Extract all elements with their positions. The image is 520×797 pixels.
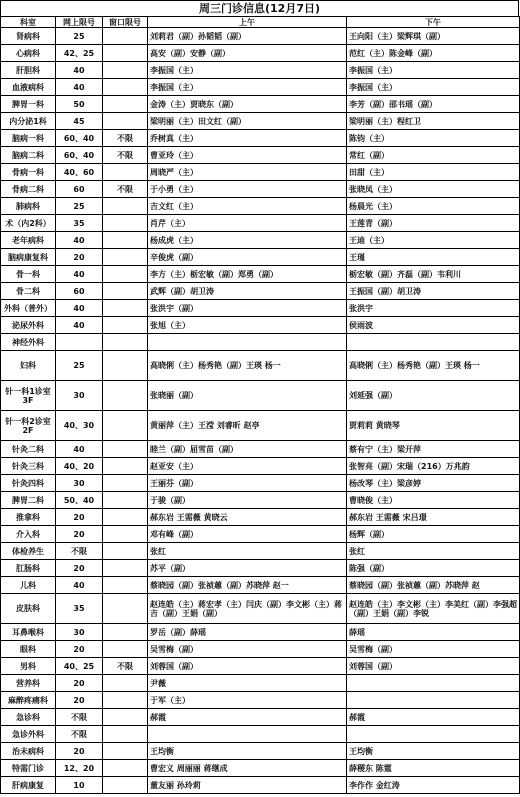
online-limit-cell: 20 (56, 249, 103, 266)
dept-cell: 儿科 (1, 577, 56, 594)
morning-doctors-cell: 张洪宇（副） (148, 300, 347, 317)
dept-cell: 体检养生 (1, 543, 56, 560)
online-limit-cell: 30 (56, 475, 103, 492)
dept-cell: 治未病科 (1, 743, 56, 760)
afternoon-doctors-cell: 杨辉（副） (347, 526, 520, 543)
afternoon-doctors-cell: 田甜（主） (347, 164, 520, 181)
table-row (1, 317, 520, 334)
table-row (1, 675, 520, 692)
afternoon-doctors-cell: 侯雨波 (347, 317, 520, 334)
dept-cell: 特需门诊 (1, 760, 56, 777)
morning-doctors-cell: 武辉（副）胡卫涛 (148, 283, 347, 300)
online-limit-cell: 35 (56, 215, 103, 232)
afternoon-doctors-cell: 张红 (347, 543, 520, 560)
online-limit-cell: 12、20 (56, 760, 103, 777)
afternoon-doctors-cell: 王莲青（副） (347, 215, 520, 232)
afternoon-doctors-cell: 栃宏敏（副）齐磊（副）韦利川 (347, 266, 520, 283)
afternoon-doctors-cell (347, 675, 520, 692)
header-dept: 科室 (1, 17, 56, 28)
online-limit-cell: 40、20 (56, 458, 103, 475)
online-limit-cell: 20 (56, 675, 103, 692)
online-limit-cell: 20 (56, 692, 103, 709)
table-header-row (1, 17, 520, 28)
afternoon-doctors-cell: 李芳（副）邵书瑶（副） (347, 96, 520, 113)
dept-cell: 骨一科 (1, 266, 56, 283)
window-limit-cell (103, 777, 148, 794)
dept-cell: 老年病科 (1, 232, 56, 249)
morning-doctors-cell: 董友丽 孙玲莉 (148, 777, 347, 794)
dept-cell: 针灸四科 (1, 475, 56, 492)
online-limit-cell: 60、40 (56, 130, 103, 147)
morning-doctors-cell: 肖芹（主） (148, 215, 347, 232)
morning-doctors-cell: 周晓严（主） (148, 164, 347, 181)
window-limit-cell (103, 28, 148, 45)
window-limit-cell (103, 96, 148, 113)
dept-cell: 急诊科 (1, 709, 56, 726)
table-row (1, 113, 520, 130)
afternoon-doctors-cell: 蔡有宁（主）梁开萍 (347, 441, 520, 458)
window-limit-cell (103, 164, 148, 181)
table-row (1, 726, 520, 743)
dept-cell: 麻醉疼痛科 (1, 692, 56, 709)
online-limit-cell: 20 (56, 743, 103, 760)
online-limit-cell: 50、40 (56, 492, 103, 509)
online-limit-cell: 60 (56, 181, 103, 198)
dept-cell: 骨二科 (1, 283, 56, 300)
table-row (1, 526, 520, 543)
window-limit-cell (103, 45, 148, 62)
dept-cell: 骨病二科 (1, 181, 56, 198)
window-limit-cell (103, 232, 148, 249)
table-row (1, 560, 520, 577)
afternoon-doctors-cell: 赵连皓（主）李文彬（主）李美红（副）李强超（副）王娟（副）李锐 (347, 594, 520, 624)
afternoon-doctors-cell (347, 726, 520, 743)
morning-doctors-cell: 李方（主）栃宏敏（副）郑勇（副） (148, 266, 347, 283)
morning-doctors-cell: 刘蓉国（副） (148, 658, 347, 675)
morning-doctors-cell: 苏平（副） (148, 560, 347, 577)
window-limit-cell (103, 726, 148, 743)
afternoon-doctors-cell: 高晓俐（主）杨秀艳（副）王瑛 杨一 (347, 351, 520, 381)
online-limit-cell: 60 (56, 283, 103, 300)
window-limit-cell (103, 441, 148, 458)
table-row (1, 130, 520, 147)
afternoon-doctors-cell: 王均衡 (347, 743, 520, 760)
table-row (1, 283, 520, 300)
table-row (1, 96, 520, 113)
dept-cell: 肾病科 (1, 28, 56, 45)
window-limit-cell (103, 560, 148, 577)
online-limit-cell: 40 (56, 62, 103, 79)
online-limit-cell: 20 (56, 509, 103, 526)
dept-cell: 肺病科 (1, 198, 56, 215)
morning-doctors-cell: 赵亚安（主） (148, 458, 347, 475)
morning-doctors-cell: 于骏（副） (148, 492, 347, 509)
afternoon-doctors-cell: 王迪（主） (347, 232, 520, 249)
afternoon-doctors-cell: 王振国（副）胡卫涛 (347, 283, 520, 300)
morning-doctors-cell: 郝霞 (148, 709, 347, 726)
dept-cell: 妇科 (1, 351, 56, 381)
header-morning: 上午 (148, 17, 347, 28)
dept-cell: 男科 (1, 658, 56, 675)
morning-doctors-cell: 蔡晓园（副）张祯蕙（副）苏晓萍 赵一 (148, 577, 347, 594)
afternoon-doctors-cell: 张洪宇 (347, 300, 520, 317)
window-limit-cell (103, 381, 148, 411)
morning-doctors-cell: 吴雪梅（副） (148, 641, 347, 658)
dept-cell: 针一科2诊室2F (1, 411, 56, 441)
table-row (1, 249, 520, 266)
afternoon-doctors-cell: 梁明丽（主）程红卫 (347, 113, 520, 130)
morning-doctors-cell: 杨成虎（主） (148, 232, 347, 249)
window-limit-cell (103, 351, 148, 381)
dept-cell: 术（内2科） (1, 215, 56, 232)
window-limit-cell (103, 692, 148, 709)
page-title: 周三门诊信息(12月7日) (0, 0, 519, 16)
online-limit-cell: 50 (56, 96, 103, 113)
morning-doctors-cell: 高晓俐（主）杨秀艳（副）王瑛 杨一 (148, 351, 347, 381)
morning-doctors-cell: 李振国（主） (148, 79, 347, 96)
dept-cell: 针灸三科 (1, 458, 56, 475)
online-limit-cell: 25 (56, 351, 103, 381)
online-limit-cell: 45 (56, 113, 103, 130)
window-limit-cell (103, 317, 148, 334)
window-limit-cell (103, 709, 148, 726)
window-limit-cell (103, 113, 148, 130)
window-limit-cell (103, 594, 148, 624)
table-row (1, 509, 520, 526)
window-limit-cell (103, 79, 148, 96)
table-row (1, 594, 520, 624)
online-limit-cell: 25 (56, 198, 103, 215)
online-limit-cell: 20 (56, 560, 103, 577)
afternoon-doctors-cell: 常红（副） (347, 147, 520, 164)
window-limit-cell (103, 492, 148, 509)
dept-cell: 眼科 (1, 641, 56, 658)
online-limit-cell: 20 (56, 641, 103, 658)
online-limit-cell (56, 334, 103, 351)
table-row (1, 641, 520, 658)
window-limit-cell (103, 509, 148, 526)
afternoon-doctors-cell: 李振国（主） (347, 79, 520, 96)
morning-doctors-cell: 邓有峰（副） (148, 526, 347, 543)
online-limit-cell: 20 (56, 526, 103, 543)
dept-cell: 针一科1诊室3F (1, 381, 56, 411)
afternoon-doctors-cell: 蔡晓园（副）张祯蕙（副）苏晓萍 赵 (347, 577, 520, 594)
dept-cell: 肛肠科 (1, 560, 56, 577)
dept-cell: 营养科 (1, 675, 56, 692)
morning-doctors-cell: 曹宏义 周丽丽 蒋继成 (148, 760, 347, 777)
window-limit-cell (103, 334, 148, 351)
window-limit-cell (103, 215, 148, 232)
morning-doctors-cell: 吉文红（主） (148, 198, 347, 215)
dept-cell: 脑病二科 (1, 147, 56, 164)
afternoon-doctors-cell: 杨晨光（主） (347, 198, 520, 215)
morning-doctors-cell: 李振国（主） (148, 62, 347, 79)
online-limit-cell: 40 (56, 577, 103, 594)
dept-cell: 外科（普外） (1, 300, 56, 317)
table-row (1, 164, 520, 181)
online-limit-cell: 40 (56, 232, 103, 249)
morning-doctors-cell: 张旭（主） (148, 317, 347, 334)
table-row (1, 28, 520, 45)
dept-cell: 皮肤科 (1, 594, 56, 624)
window-limit-cell (103, 526, 148, 543)
online-limit-cell: 40 (56, 266, 103, 283)
afternoon-doctors-cell: 薛瑶 (347, 624, 520, 641)
table-row (1, 62, 520, 79)
table-row (1, 777, 520, 794)
window-limit-cell (103, 675, 148, 692)
afternoon-doctors-cell: 郝东岩 王需薇 宋吕璟 (347, 509, 520, 526)
afternoon-doctors-cell (347, 334, 520, 351)
schedule-table (0, 16, 520, 794)
online-limit-cell: 不限 (56, 726, 103, 743)
window-limit-cell: 不限 (103, 147, 148, 164)
morning-doctors-cell: 于军（主） (148, 692, 347, 709)
table-row (1, 215, 520, 232)
morning-doctors-cell: 梁明丽（主）田文红（副） (148, 113, 347, 130)
afternoon-doctors-cell: 范红（主）陈金峰（副） (347, 45, 520, 62)
table-row (1, 232, 520, 249)
online-limit-cell: 60、40 (56, 147, 103, 164)
afternoon-doctors-cell (347, 692, 520, 709)
dept-cell: 肝病康复 (1, 777, 56, 794)
morning-doctors-cell: 刘莉君（副）孙韬韬（副） (148, 28, 347, 45)
table-row (1, 543, 520, 560)
online-limit-cell: 42、25 (56, 45, 103, 62)
online-limit-cell: 40 (56, 441, 103, 458)
morning-doctors-cell (148, 334, 347, 351)
online-limit-cell: 40 (56, 300, 103, 317)
window-limit-cell: 不限 (103, 658, 148, 675)
afternoon-doctors-cell: 刘延强（副） (347, 381, 520, 411)
morning-doctors-cell (148, 726, 347, 743)
morning-doctors-cell: 乔树真（主） (148, 130, 347, 147)
afternoon-doctors-cell: 刘蓉国（副） (347, 658, 520, 675)
table-row (1, 334, 520, 351)
morning-doctors-cell: 张晓丽（副） (148, 381, 347, 411)
table-row (1, 411, 520, 441)
table-row (1, 458, 520, 475)
online-limit-cell: 25 (56, 28, 103, 45)
window-limit-cell (103, 283, 148, 300)
dept-cell: 神经外科 (1, 334, 56, 351)
online-limit-cell: 30 (56, 381, 103, 411)
morning-doctors-cell: 高安（副）安静（副） (148, 45, 347, 62)
table-row (1, 441, 520, 458)
window-limit-cell (103, 641, 148, 658)
dept-cell: 脾胃一科 (1, 96, 56, 113)
morning-doctors-cell: 张红 (148, 543, 347, 560)
window-limit-cell (103, 249, 148, 266)
online-limit-cell: 不限 (56, 543, 103, 560)
window-limit-cell: 不限 (103, 181, 148, 198)
window-limit-cell (103, 266, 148, 283)
online-limit-cell: 40 (56, 317, 103, 334)
table-row (1, 475, 520, 492)
window-limit-cell (103, 760, 148, 777)
afternoon-doctors-cell: 王向阳（主）梁辉琪（副） (347, 28, 520, 45)
afternoon-doctors-cell: 贾莉莉 黄晓琴 (347, 411, 520, 441)
table-row (1, 181, 520, 198)
afternoon-doctors-cell: 陈钧（主） (347, 130, 520, 147)
afternoon-doctors-cell: 曹晓俊（主） (347, 492, 520, 509)
dept-cell: 针灸二科 (1, 441, 56, 458)
afternoon-doctors-cell: 张晓凤（主） (347, 181, 520, 198)
afternoon-doctors-cell: 郝霞 (347, 709, 520, 726)
dept-cell: 耳鼻喉科 (1, 624, 56, 641)
morning-doctors-cell: 王均衡 (148, 743, 347, 760)
online-limit-cell: 30 (56, 624, 103, 641)
morning-doctors-cell: 郝东岩 王需薇 黄晓云 (148, 509, 347, 526)
table-row (1, 577, 520, 594)
morning-doctors-cell: 黄丽萍（主）王滢 刘睿昕 赵亭 (148, 411, 347, 441)
window-limit-cell (103, 543, 148, 560)
window-limit-cell (103, 624, 148, 641)
window-limit-cell (103, 743, 148, 760)
dept-cell: 介入科 (1, 526, 56, 543)
window-limit-cell: 不限 (103, 130, 148, 147)
morning-doctors-cell: 金涛（主）贾晓东（副） (148, 96, 347, 113)
online-limit-cell: 10 (56, 777, 103, 794)
morning-doctors-cell: 曹亚玲（主） (148, 147, 347, 164)
morning-doctors-cell: 赵连皓（主）蒋宏孝（主）闫庆（副）李文彬（主）蒋吉（副）王娟（副） (148, 594, 347, 624)
online-limit-cell: 40、60 (56, 164, 103, 181)
table-row (1, 658, 520, 675)
window-limit-cell (103, 198, 148, 215)
morning-doctors-cell: 于小勇（主） (148, 181, 347, 198)
dept-cell: 脑病一科 (1, 130, 56, 147)
dept-cell: 内分泌1科 (1, 113, 56, 130)
dept-cell: 骨病一科 (1, 164, 56, 181)
dept-cell: 血液病科 (1, 79, 56, 96)
window-limit-cell (103, 300, 148, 317)
table-row (1, 147, 520, 164)
morning-doctors-cell: 睦兰（副）屈雪苗（副） (148, 441, 347, 458)
header-afternoon: 下午 (347, 17, 520, 28)
morning-doctors-cell: 辛俊虎（副） (148, 249, 347, 266)
afternoon-doctors-cell: 吴雪梅（副） (347, 641, 520, 658)
table-row (1, 692, 520, 709)
table-row (1, 492, 520, 509)
afternoon-doctors-cell: 王瑾 (347, 249, 520, 266)
table-row (1, 266, 520, 283)
table-row (1, 624, 520, 641)
window-limit-cell (103, 475, 148, 492)
afternoon-doctors-cell: 杨改琴（主）梁彦婷 (347, 475, 520, 492)
dept-cell: 急诊外科 (1, 726, 56, 743)
dept-cell: 脑病康复科 (1, 249, 56, 266)
online-limit-cell: 40、25 (56, 658, 103, 675)
header-online-limit: 网上限号 (56, 17, 103, 28)
table-body (1, 28, 520, 794)
afternoon-doctors-cell: 李振国（主） (347, 62, 520, 79)
morning-doctors-cell: 罗岳（副）薛瑶 (148, 624, 347, 641)
table-row (1, 198, 520, 215)
window-limit-cell (103, 411, 148, 441)
header-window-limit: 窗口限号 (103, 17, 148, 28)
dept-cell: 脾胃二科 (1, 492, 56, 509)
table-row (1, 743, 520, 760)
table-row (1, 381, 520, 411)
online-limit-cell: 40、30 (56, 411, 103, 441)
online-limit-cell: 40 (56, 79, 103, 96)
window-limit-cell (103, 577, 148, 594)
dept-cell: 推拿科 (1, 509, 56, 526)
table-row (1, 45, 520, 62)
window-limit-cell (103, 458, 148, 475)
table-row (1, 709, 520, 726)
table-row (1, 300, 520, 317)
afternoon-doctors-cell: 张智亮（副）宋瑞（216）万兆韵 (347, 458, 520, 475)
morning-doctors-cell: 王丽芬（副） (148, 475, 347, 492)
dept-cell: 肝胆科 (1, 62, 56, 79)
table-row (1, 351, 520, 381)
dept-cell: 泌尿外科 (1, 317, 56, 334)
table-row (1, 79, 520, 96)
table-row (1, 760, 520, 777)
online-limit-cell: 不限 (56, 709, 103, 726)
afternoon-doctors-cell: 陈强（副） (347, 560, 520, 577)
window-limit-cell (103, 62, 148, 79)
afternoon-doctors-cell: 薛稷东 陈霆 (347, 760, 520, 777)
online-limit-cell: 35 (56, 594, 103, 624)
afternoon-doctors-cell: 李作作 金红涛 (347, 777, 520, 794)
morning-doctors-cell: 尹薇 (148, 675, 347, 692)
dept-cell: 心病科 (1, 45, 56, 62)
